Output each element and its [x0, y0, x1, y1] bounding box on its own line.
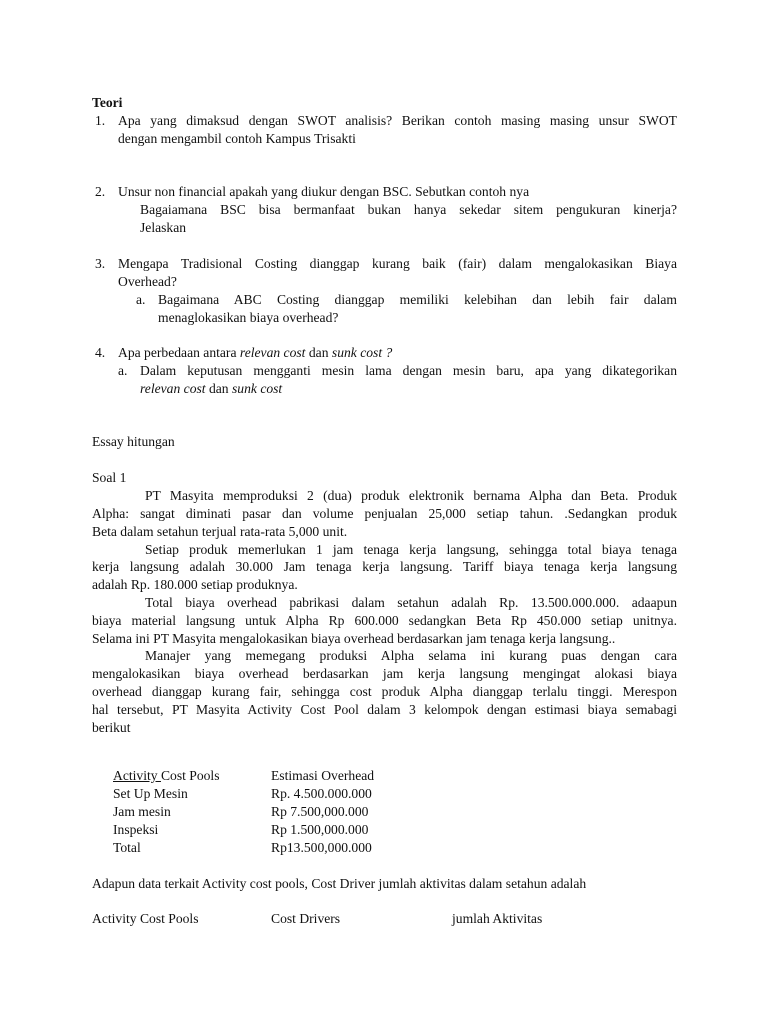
- q3-sub-line2: menaglokasikan biaya overhead?: [158, 310, 339, 325]
- essay-line-9: Selama ini PT Masyita mengalokasikan biaya overhead berdasarkan jam tenaga kerja langsung..: [92, 631, 616, 646]
- table1-row-value: Rp 1.500,000.000: [271, 822, 369, 837]
- table1-row-value: Rp 7.500,000.000: [271, 804, 369, 819]
- essay-line-13: hal tersebut, PT Masyita Activity Cost Pool dalam 3 kelompok dengan estimasi biaya semabagi: [92, 702, 677, 717]
- q4-line1: [118, 344, 392, 362]
- table1-row-name: Jam mesin: [113, 804, 171, 819]
- q4-relevan-cost: relevan cost: [239, 345, 306, 360]
- soal-label: Soal 1: [92, 470, 127, 485]
- q4-sub-line1: Dalam keputusan mengganti mesin lama dengan mesin baru, apa yang dikategorikan: [140, 363, 677, 378]
- q4-number: 4.: [95, 345, 106, 360]
- table2-header-activity-count: jumlah Aktivitas: [452, 911, 543, 926]
- table2-header-drivers: Cost Drivers: [271, 911, 341, 926]
- essay-line-3: Beta dalam setahun terjual rata-rata 5,000 unit.: [92, 524, 348, 539]
- q4-sub-number: a.: [118, 363, 128, 378]
- q4-sub-line2: [140, 380, 282, 398]
- essay-line-11: mengalokasikan biaya overhead berdasarkan jam kerja langsung mengingat alokasi biaya: [92, 666, 677, 681]
- table1-row-name: Inspeksi: [113, 822, 159, 837]
- table1-row-name: Set Up Mesin: [113, 786, 188, 801]
- q4-sub-sunk-cost: sunk cost: [232, 381, 283, 396]
- table1-header-estimate: Estimasi Overhead: [271, 768, 375, 783]
- q1-number: 1.: [95, 113, 106, 128]
- q4-sunk-cost: sunk cost ?: [331, 345, 393, 360]
- closing-sentence: Adapun data terkait Activity cost pools, Cost Driver jumlah aktivitas dalam setahun adalah: [92, 876, 587, 891]
- table1-header-activity: Activity: [113, 768, 161, 783]
- table1-total-label: Total: [113, 840, 141, 855]
- q3-line2: Overhead?: [118, 274, 177, 289]
- essay-heading: Essay hitungan: [92, 434, 175, 449]
- q1-line1: Apa yang dimaksud dengan SWOT analisis? Berikan contoh masing masing unsur SWOT: [118, 113, 677, 128]
- essay-line-6: adalah Rp. 180.000 setiap produknya.: [92, 577, 298, 592]
- essay-line-5: kerja langsung adalah 30.000 Jam tenaga kerja langsung. Tariff biaya tenaga kerja langsung: [92, 559, 677, 574]
- q1-line2: dengan mengambil contoh Kampus Trisakti: [118, 131, 356, 146]
- essay-line-10: Manajer yang memegang produksi Alpha selama ini kurang puas dengan cara: [145, 648, 677, 663]
- q4-sub-line2-mid: dan: [205, 381, 232, 396]
- q2-number: 2.: [95, 184, 106, 199]
- essay-line-4: Setiap produk memerlukan 1 jam tenaga kerja langsung, sehingga total biaya tenaga: [145, 542, 677, 557]
- table1-header-pools: [113, 767, 220, 785]
- q3-number: 3.: [95, 256, 106, 271]
- q4-line1-pre: Apa perbedaan antara: [118, 345, 240, 360]
- table2-header-pools: Activity Cost Pools: [92, 911, 199, 926]
- q3-line1: Mengapa Tradisional Costing dianggap kurang baik (fair) dalam mengalokasikan Biaya: [118, 256, 677, 271]
- q3-sub-line1: Bagaimana ABC Costing dianggap memiliki kelebihan dan lebih fair dalam: [158, 292, 677, 307]
- q2-line1: Unsur non financial apakah yang diukur dengan BSC. Sebutkan contoh nya: [118, 184, 530, 199]
- essay-line-1: PT Masyita memproduksi 2 (dua) produk elektronik bernama Alpha dan Beta. Produk: [145, 488, 677, 503]
- table1-total-value: Rp13.500,000.000: [271, 840, 372, 855]
- q4-line1-mid: dan: [305, 345, 332, 360]
- essay-line-7: Total biaya overhead pabrikasi dalam setahun adalah Rp. 13.500.000.000. adaapun: [145, 595, 677, 610]
- essay-line-8: biaya material langsung untuk Alpha Rp 600.000 sedangkan Beta Rp 450.000 setiap unitnya.: [92, 613, 677, 628]
- q3-sub-number: a.: [136, 292, 146, 307]
- essay-line-14: berikut: [92, 720, 131, 735]
- essay-line-2: Alpha: sangat diminati pasar dan volume penjualan 25,000 setiap tahun. .Sedangkan produk: [92, 506, 677, 521]
- table1-header-cost-pools: Cost Pools: [160, 768, 220, 783]
- q4-sub-relevan-cost: relevan cost: [140, 381, 206, 396]
- q2-line2: Bagaiamana BSC bisa bermanfaat bukan hanya sekedar sitem pengukuran kinerja?: [140, 202, 677, 217]
- q2-line3: Jelaskan: [140, 220, 187, 235]
- table1-row-value: Rp. 4.500.000.000: [271, 786, 372, 801]
- essay-line-12: overhead dianggap kurang fair, sehingga cost produk Alpha dianggap terlalu tinggi. Merespon: [92, 684, 677, 699]
- theory-heading: Teori: [92, 95, 123, 110]
